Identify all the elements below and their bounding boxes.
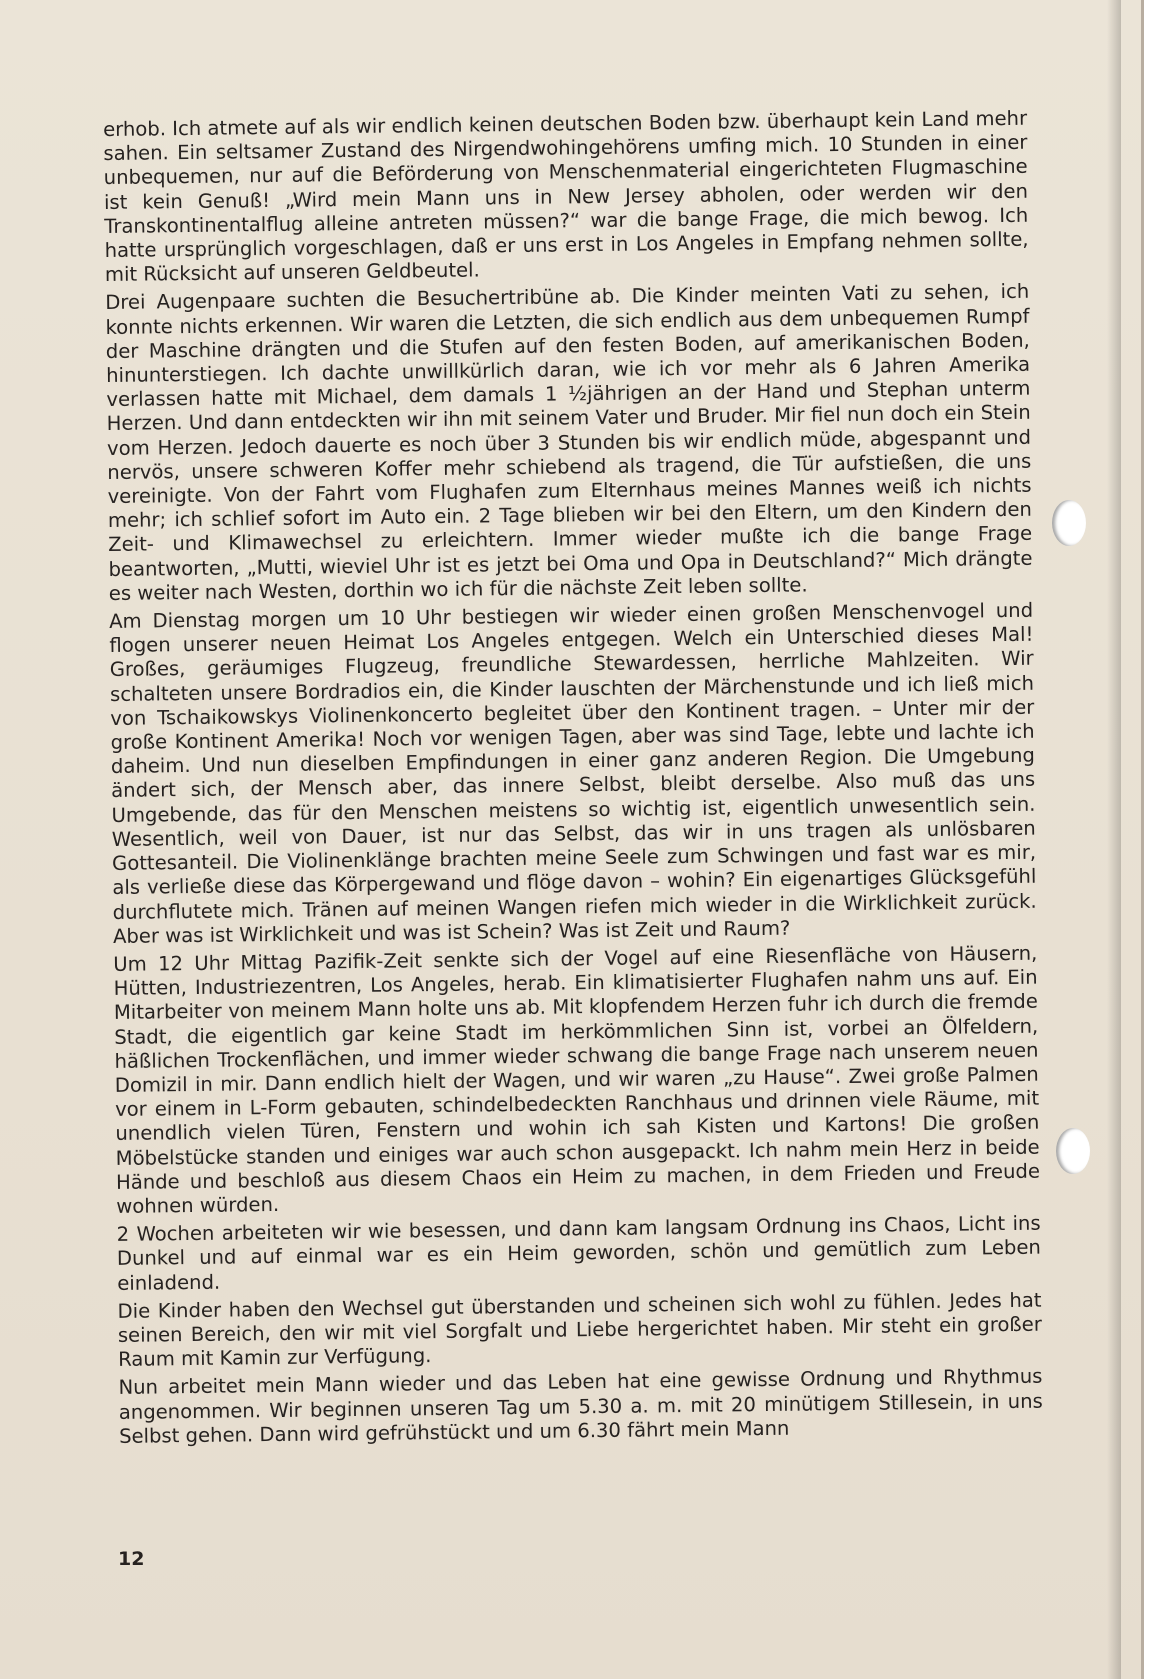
punch-hole [1056, 1128, 1090, 1174]
punch-hole [1052, 500, 1086, 546]
paragraph: Nun arbeitet mein Mann wieder und das Leben hat eine gewisse Ordnung und Rhythmus angenommen. Wir beginnen unseren Tag um 5.30 a. m. mit 20 minütigem Stillesein, in uns Selbst gehen. Dann wird gefrühstückt und um 6.30 fährt mein Mann [118, 1364, 1043, 1448]
body-text [103, 107, 1043, 1453]
paragraph: Drei Augenpaare suchten die Besuchertribüne ab. Die Kinder meinten Vati zu sehen, ich konnte nichts erkennen. Wir waren die Letzten, die sich endlich aus dem unbequemen Rumpf der Maschine drängten und die Stufen auf den festen Boden, auf amerikanischen Boden, hinunterstiegen. Ich dachte unwillkürlich daran, wie ich vor mehr als 6 Jahren Amerika verlassen hatte mit Michael, dem damals 1 ½jährigen an der Hand und Stephan unterm Herzen. Und dann entdeckten wir ihn mit seinem Vater und Bruder. Mir fiel nun doch ein Stein vom Herzen. Jedoch dauerte es noch über 3 Stunden bis wir endlich müde, abgespannt und nervös, unsere schweren Koffer mehr schiebend als tragend, die Tür aufstießen, die uns vereinigte. Von der Fahrt vom Flughafen zum Elternhaus meines Mannes weiß ich nichts mehr; ich schlief sofort im Auto ein. 2 Tage blieben wir bei den Eltern, um den Kindern den Zeit- und Klimawechsel zu erleichtern. Immer wieder mußte ich die bange Frage beantworten, „Mutti, wieviel Uhr ist es jetzt bei Oma und Opa in Deutschland?“ Mich drängte es weiter nach Westen, dorthin wo ich für die nächste Zeit leben sollte. [105, 280, 1033, 605]
paragraph: Am Dienstag morgen um 10 Uhr bestiegen wir wieder einen großen Menschenvogel und flogen unserer neuen Heimat Los Angeles entgegen. Welch ein Unterschied dieses Mal! Großes, geräumiges Flugzeug, freundliche Stewardessen, herrliche Mahlzeiten. Wir schalteten unsere Bordradios ein, die Kinder lauschten der Märchenstunde und ich ließ mich von Tschaikowskys Violinenkoncerto begleitet über den Kontinent tragen. – Unter mir der große Kontinent Amerika! Noch vor wenigen Tagen, aber was sind Tage, lebte und lachte ich daheim. Und nun dieselben Empfindungen in einer ganz anderen Region. Die Umgebung ändert sich, der Mensch aber, das innere Selbst, bleibt derselbe. Also muß das uns Umgebende, das für den Menschen meistens so wichtig ist, eigentlich unwesentlich sein. Wesentlich, weil von Dauer, ist nur das Selbst, das wir in uns tragen als unlösbaren Gottesanteil. Die Violinenklänge brachten meine Seele zum Schwingen und fast war es mir, als verließe diese das Körpergewand und flöge davon – wohin? Ein eigenartiges Glücksgefühl durchflutete mich. Tränen auf meinen Wangen riefen mich wieder in die Wirklichkeit zurück. Aber was ist Wirklichkeit und was ist Schein? Was ist Zeit und Raum? [109, 598, 1037, 948]
page-edge-shadow [1107, 0, 1121, 1679]
page-edge [1141, 0, 1144, 1679]
paragraph: Um 12 Uhr Mittag Pazifik-Zeit senkte sich der Vogel auf eine Riesenfläche von Häusern, Hütten, Industriezentren, Los Angeles, herab. Ein klimatisierter Flughafen nahm uns auf. Ein Mitarbeiter von meinem Mann holte uns ab. Mit klopfendem Herzen fuhr ich durch die fremde Stadt, die eigentlich gar keine Stadt im herkömmlichen Sinn ist, vorbei an Ölfeldern, häßlichen Trockenflächen, und immer wieder schwang die bange Frage nach unserem neuen Domizil in mir. Dann endlich hielt der Wagen, und wir waren „zu Hause“. Zwei große Palmen vor einem in L-Form gebauten, schindelbedeckten Ranchhaus und drinnen viele Räume, mit unendlich vielen Türen, Fenstern und wohin ich sah Kisten und Kartons! Die großen Möbelstücke standen und einiges war auch schon ausgepackt. Ich nahm mein Herz in beide Hände und beschloß aus diesem Chaos ein Heim zu machen, in dem Frieden und Freude wohnen würden. [113, 941, 1041, 1218]
paragraph: Die Kinder haben den Wechsel gut überstanden und scheinen sich wohl zu fühlen. Jedes hat seinen Bereich, den wir mit viel Sorgfalt und Liebe hergerichtet haben. Mir steht ein großer Raum mit Kamin zur Verfügung. [117, 1288, 1042, 1372]
paragraph: erhob. Ich atmete auf als wir endlich keinen deutschen Boden bzw. überhaupt kein Land mehr sahen. Ein seltsamer Zustand des Nirgendwohingehörens umfing mich. 10 Stunden in einer unbequemen, nur auf die Beförderung von Menschenmaterial eingerichteten Flugmaschine ist kein Genuß! „Wird mein Mann uns in New Jersey abholen, oder werden wir den Transkontinentalflug alleine antreten müssen?“ war die bange Frage, die mich bewog. Ich hatte ursprünglich vorgeschlagen, daß er uns erst in Los Angeles in Empfang nehmen sollte, mit Rücksicht auf unseren Geldbeutel. [103, 106, 1029, 287]
paragraph: 2 Wochen arbeiteten wir wie besessen, und dann kam langsam Ordnung ins Chaos, Licht ins Dunkel und auf einmal war es ein Heim geworden, schön und gemütlich zum Leben einladend. [116, 1211, 1042, 1295]
page-number: 12 [118, 1548, 145, 1570]
